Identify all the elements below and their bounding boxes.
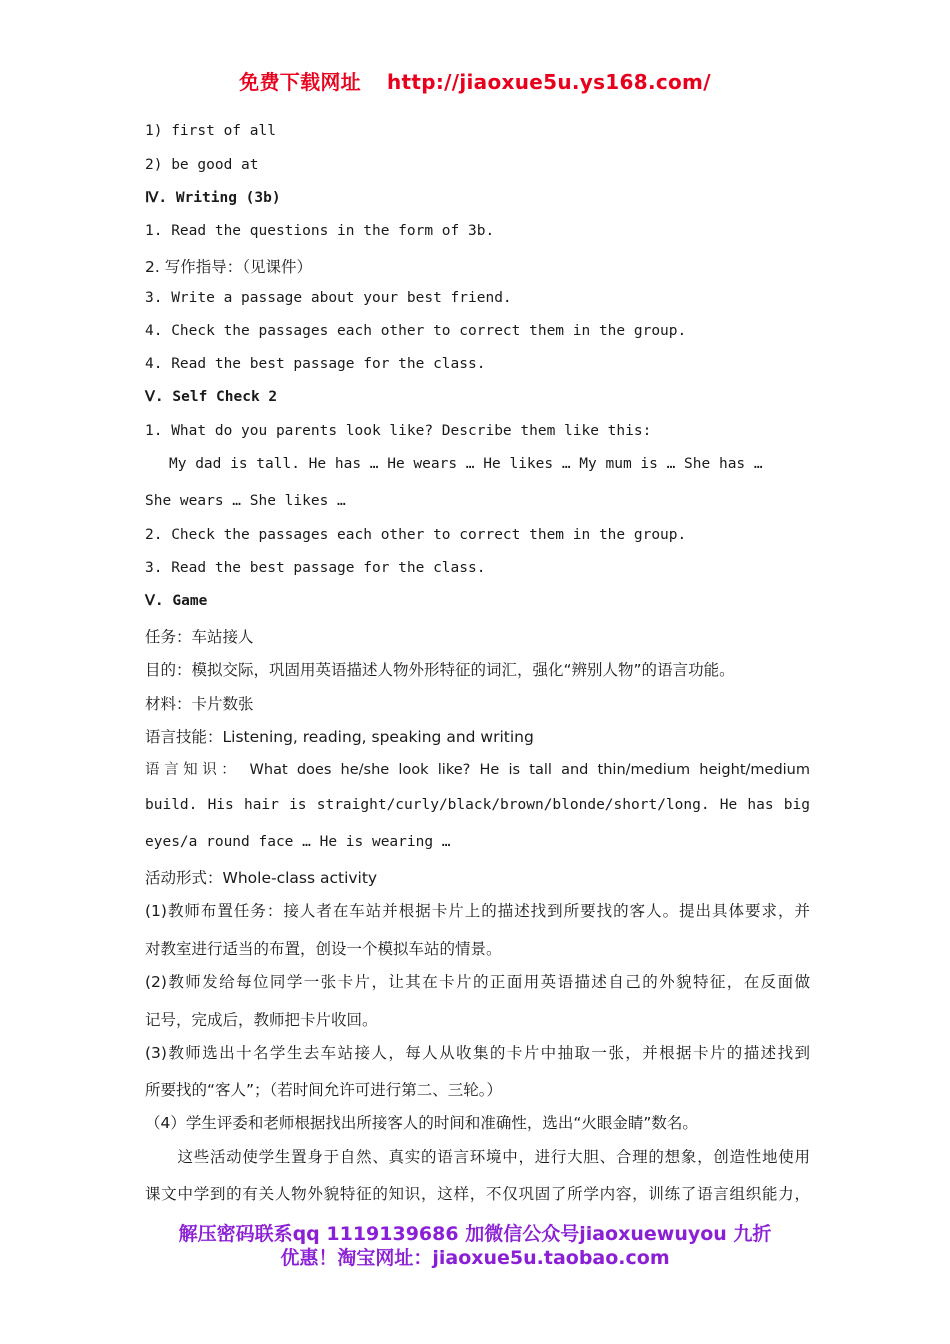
footer-taobao-line: 优惠！淘宝网址：jiaoxue5u.taobao.com	[280, 1247, 670, 1269]
text-line: （4）学生评委和老师根据找出所接客人的时间和准确性，选出“火眼金睛”数名。	[145, 1114, 698, 1132]
text-line: 4. Read the best passage for the class.	[145, 356, 486, 372]
text-line: 对教室进行适当的布置，创设一个模拟车站的情景。	[145, 940, 502, 958]
text-line: eyes/a round face … He is wearing …	[145, 834, 451, 850]
text-line: 3. Write a passage about your best friend.	[145, 290, 512, 306]
text-line: 所要找的“客人”；（若时间允许可进行第二、三轮。）	[145, 1081, 503, 1099]
text-line: 活动形式：Whole-class activity	[145, 869, 378, 887]
text-line: 3. Read the best passage for the class.	[145, 560, 486, 576]
header-label: 免费下载网址	[239, 70, 361, 94]
text-line: 2. 写作指导：（见课件）	[145, 258, 312, 276]
text-line: 课文中学到的有关人物外貌特征的知识，这样，不仅巩固了所学内容，训练了语言组织能力，	[145, 1185, 810, 1203]
text-line: 1) first of all	[145, 123, 276, 139]
download-header	[0, 66, 950, 95]
text-line: My dad is tall. He has … He wears … He likes … My mum is … She has …	[169, 456, 763, 472]
text-line: 2) be good at	[145, 157, 259, 173]
text-line: 语言技能：Listening, reading, speaking and writing	[145, 728, 534, 746]
text-line: 目的：模拟交际，巩固用英语描述人物外形特征的词汇，强化“辨别人物”的语言功能。	[145, 661, 735, 679]
text-line: She wears … She likes …	[145, 493, 346, 509]
text-line: 这些活动使学生置身于自然、真实的语言环境中，进行大胆、合理的想象，创造性地使用	[145, 1148, 810, 1166]
text-line: 4. Check the passages each other to correct them in the group.	[145, 323, 687, 339]
text-line: (3)教师选出十名学生去车站接人，每人从收集的卡片中抽取一张，并根据卡片的描述找到	[145, 1044, 810, 1062]
text-line: 材料：卡片数张	[145, 695, 254, 713]
text-line: 记号，完成后，教师把卡片收回。	[145, 1011, 378, 1029]
text-line: 1. Read the questions in the form of 3b.	[145, 223, 495, 239]
text-line: (2)教师发给每位同学一张卡片，让其在卡片的正面用英语描述自己的外貌特征，在反面做	[145, 973, 810, 991]
footer-contact-line: 解压密码联系qq 1119139686 加微信公众号jiaoxuewuyou 九折	[178, 1223, 772, 1245]
text-line: 1. What do you parents look like? Describe them like this:	[145, 423, 652, 439]
header-url-link[interactable]: http://jiaoxue5u.ys168.com/	[386, 70, 711, 94]
section-heading: Ⅴ. Game	[145, 593, 208, 609]
text-line: 任务：车站接人	[145, 628, 254, 646]
text-line: 语言知识： What does he/she look like? He is tall and thin/medium height/medium	[145, 762, 810, 778]
text-line: build. His hair is straight/curly/black/brown/blonde/short/long. He has big	[145, 797, 810, 813]
section-heading: Ⅴ. Self Check 2	[145, 389, 278, 405]
section-heading: Ⅳ. Writing (3b)	[145, 190, 281, 206]
text-line: (1)教师布置任务：接人者在车站并根据卡片上的描述找到所要找的客人。提出具体要求，并	[145, 902, 810, 920]
text-line: 2. Check the passages each other to correct them in the group.	[145, 527, 687, 543]
